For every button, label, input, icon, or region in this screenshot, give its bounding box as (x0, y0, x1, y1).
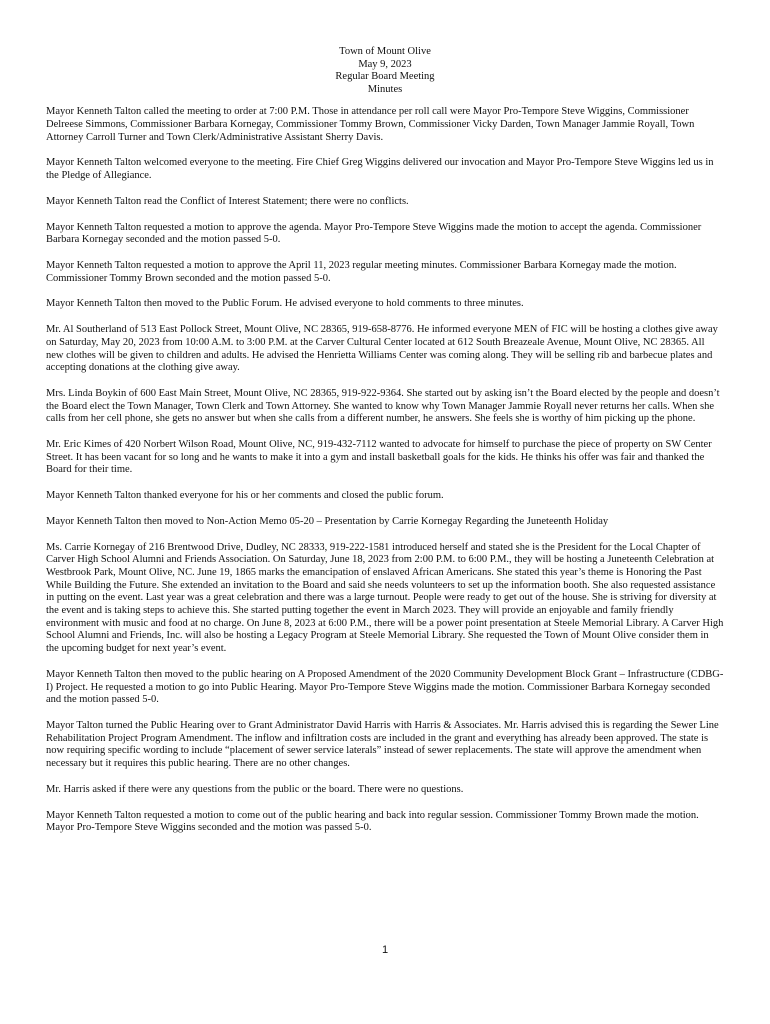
paragraph-southerland: Mr. Al Southerland of 513 East Pollock Street, Mount Olive, NC 28365, 919-658-8776. He informed everyone MEN of FIC will be hosting a clothes give away on Saturday, May 20, 2023 from 10:00 A.M. to 3:00 P.M. at the Carver Cultural Center located at 612 South Breazeale Avenue, Mount Olive, NC 28365. All new clothes will be given to children and adults. He advised the Henrietta Williams Center was coming along. They will be selling rib and barbecue plates and accepting donations at the clothing give away. (46, 324, 718, 374)
page-number: 1 (381, 944, 389, 956)
paragraph-public-forum: Mayor Kenneth Talton then moved to the Public Forum. He advised everyone to hold comments to three minutes. (46, 298, 524, 310)
paragraph-kimes: Mr. Eric Kimes of 420 Norbert Wilson Road, Mount Olive, NC, 919-432-7112 wanted to advocate for himself to purchase the piece of property on SW Center Street. It has been vacant for so long and he wants to make it into a gym and install basketball goals for the kids. He thinks his offer was fair and thanked the Board for their time. (46, 439, 712, 476)
document-type: Minutes (367, 83, 403, 95)
paragraph-close-forum: Mayor Kenneth Talton thanked everyone for his or her comments and closed the public forum. (46, 490, 444, 502)
paragraph-agenda-approval: Mayor Kenneth Talton requested a motion to approve the agenda. Mayor Pro-Tempore Steve Wiggins made the motion to accept the agenda. Commissioner Barbara Kornegay seconded and the motion passed 5-0. (46, 221, 702, 246)
paragraph-conflict-of-interest: Mayor Kenneth Talton read the Conflict of Interest Statement; there were no conflicts. (46, 195, 409, 207)
town-name: Town of Mount Olive (339, 46, 431, 57)
paragraph-questions: Mr. Harris asked if there were any questions from the public or the board. There were no questions. (46, 783, 464, 795)
paragraph-minutes-approval: Mayor Kenneth Talton requested a motion to approve the April 11, 2023 regular meeting minutes. Commissioner Barbara Kornegay made the motion. Commissioner Tommy Brown seconded and the motion passed 5-0. (46, 260, 677, 284)
paragraph-carrie-kornegay: Ms. Carrie Kornegay of 216 Brentwood Drive, Dudley, NC 28333, 919-222-1581 introduced herself and stated she is the President for the Local Chapter of Carver High School Alumni and Friends Association. On Saturday, June 18, 2023 from 2:00 P.M. to 6:00 P.M., they will be hosting a Juneteenth Celebration at Westbrook Park, Mount Olive, NC. June 19, 1865 marks the emancipation of enslaved African Americans. She stated this year’s theme is Honoring the Past While Building the Future. She extended an invitation to the Board and said she needs volunteers to set up the information booth. She also requested assistance in putting on the event. Last year was a great celebration and there was a large turnout. People were ready to get out of the house. She is striving for diversity at the event and is taking steps to achieve this. She started putting together the event in March 2023. They will provide an enjoyable and family friendly environment with music and food at no charge. On June 8, 2023 at 6:00 P.M., there will be a power point presentation at Steele Memorial Library. A Carver High School Alumni and Friends, Inc. will also be hosting a Legacy Program at Steele Memorial Library. She requested the Town of Mount Olive consider them in the upcoming budget for next year’s event. (46, 541, 724, 655)
paragraph-public-hearing-motion: Mayor Kenneth Talton then moved to the public hearing on A Proposed Amendment of the 2020 Community Development Block Grant – Infrastructure (CDBG-I) Project. He requested a motion to go into Public Hearing. Mayor Pro-Tempore Steve Wiggins made the motion. Commissioner Barbara Kornegay seconded and the motion passed 5-0. (46, 668, 724, 706)
paragraph-welcome: Mayor Kenneth Talton welcomed everyone to the meeting. Fire Chief Greg Wiggins delivered our invocation and Mayor Pro-Tempore Steve Wiggins led us in the Pledge of Allegiance. (46, 157, 714, 182)
document-page (46, 46, 724, 848)
paragraph-harris-hearing: Mayor Talton turned the Public Hearing over to Grant Administrator David Harris with Harris & Associates. Mr. Harris advised this is regarding the Sewer Line Rehabilitation Project Program Amendment. The inflow and infiltration costs are included in the grant and everything has already been approved. The state is now requiring specific wording to include “placement of sewer service laterals” instead of sewer replacements. The state will approve the amendment when necessary but it requires this public hearing. There are no other changes. (46, 719, 719, 770)
meeting-date: May 9, 2023 (358, 58, 412, 70)
paragraph-boykin: Mrs. Linda Boykin of 600 East Main Street, Mount Olive, NC 28365, 919-922-9364. She started out by asking isn’t the Board elected by the people and doesn’t the Board elect the Town Manager, Town Clerk and Town Attorney. She wanted to know why Town Manager Jammie Royall never returns her calls. When she calls from her cell phone, she gets no answer but when she calls from a different number, he answers. She feels she is worthy of him picking up the phone. (46, 387, 720, 425)
paragraph-memo-05-20: Mayor Kenneth Talton then moved to Non-Action Memo 05-20 – Presentation by Carrie Kornegay Regarding the Juneteenth Holiday (46, 515, 609, 527)
paragraph-regular-session: Mayor Kenneth Talton requested a motion to come out of the public hearing and back into regular session. Commissioner Tommy Brown made the motion. Mayor Pro-Tempore Steve Wiggins seconded and the motion was passed 5-0. (46, 809, 699, 834)
paragraph-call-to-order: Mayor Kenneth Talton called the meeting to order at 7:00 P.M. Those in attendance per roll call were Mayor Pro-Tempore Steve Wiggins, Commissioner Delreese Simmons, Commissioner Barbara Kornegay, Commissioner Tommy Brown, Commissioner Vicky Darden, Town Manager Jammie Royall, Town Attorney Carroll Turner and Town Clerk/Administrative Assistant Sherry Davis. (46, 106, 695, 143)
document-header (46, 46, 724, 96)
meeting-type: Regular Board Meeting (335, 71, 435, 83)
